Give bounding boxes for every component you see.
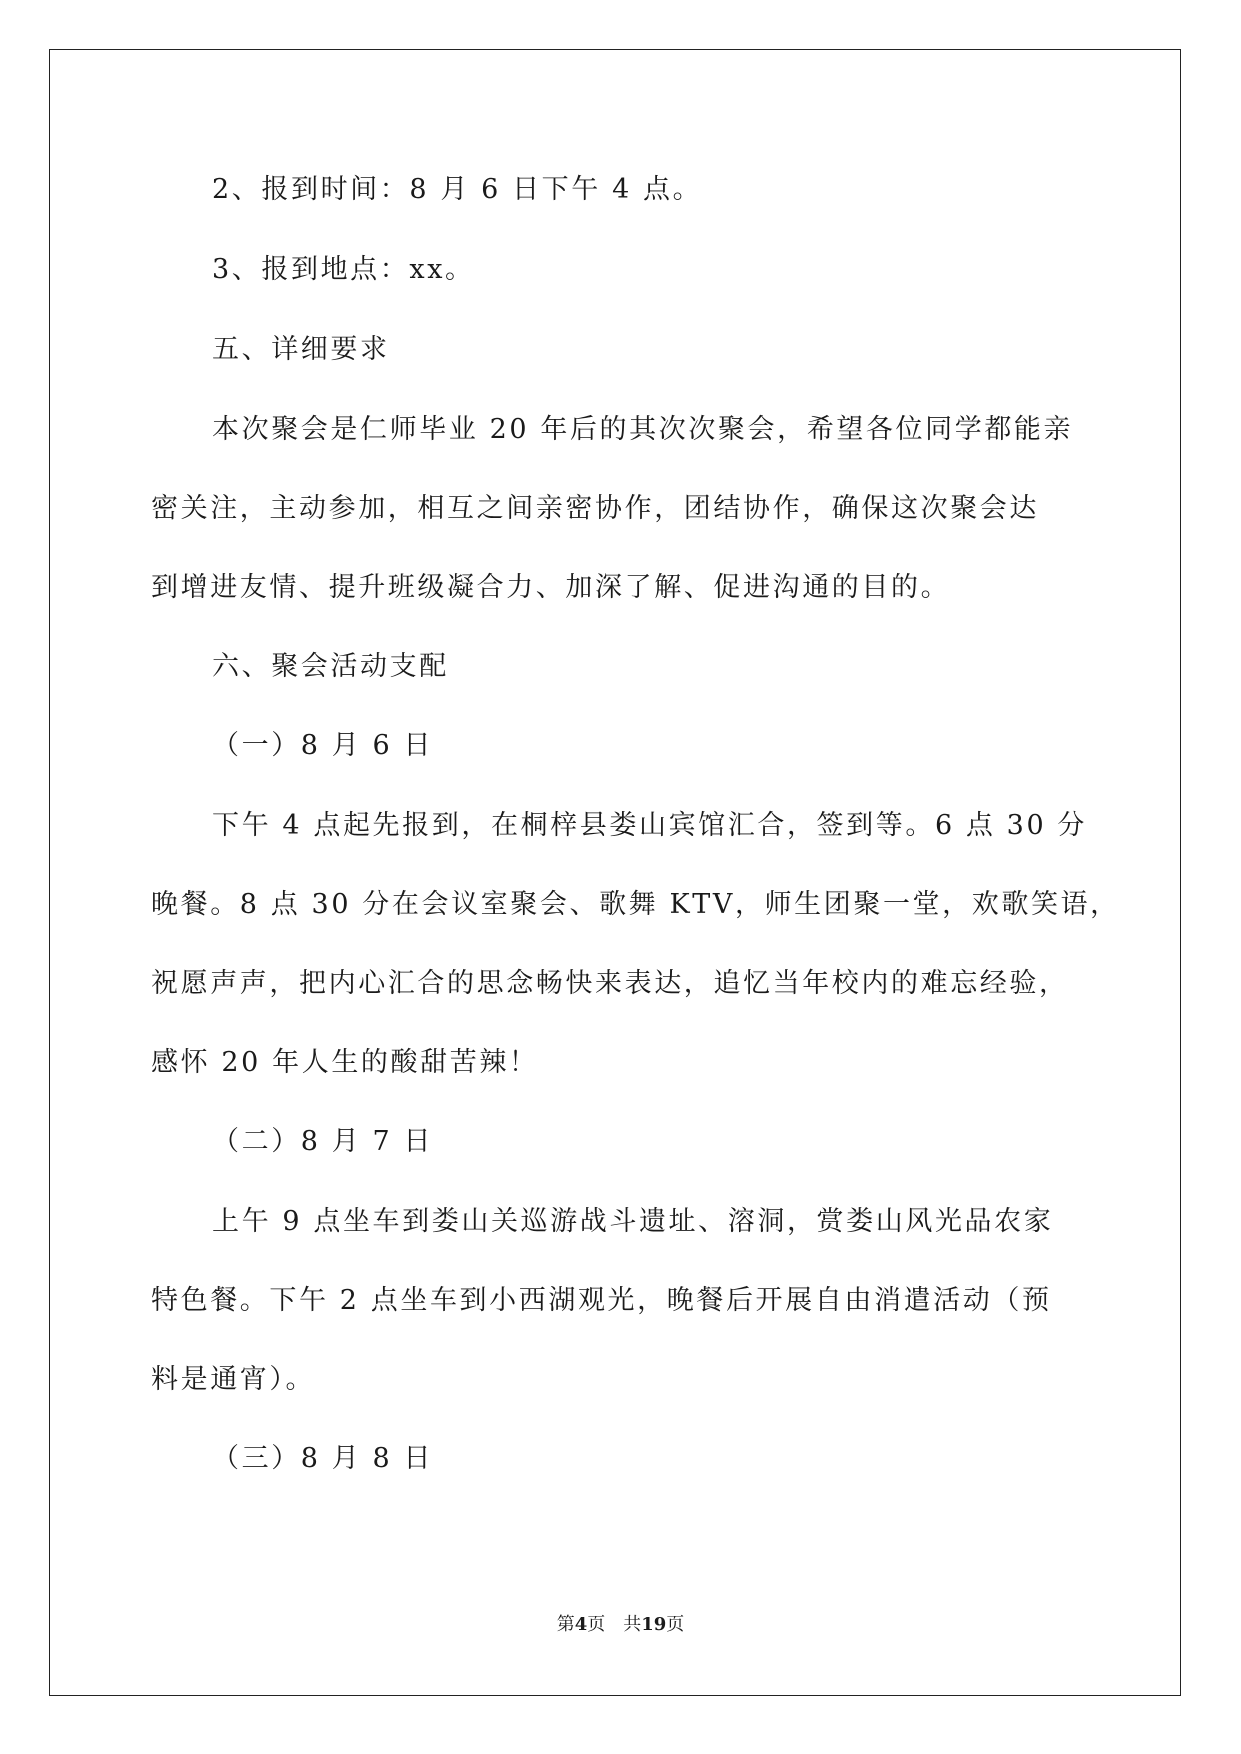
paragraph-line: 本次聚会是仁师毕业 20 年后的其次次聚会，希望各位同学都能亲 bbox=[212, 414, 1074, 445]
paragraph-line: 到增进友情、提升班级凝合力、加深了解、促进沟通的目的。 bbox=[151, 572, 951, 603]
current-page-number: 4 bbox=[574, 1614, 588, 1635]
paragraph-line: 下午 4 点起先报到，在桐梓县娄山宾馆汇合，签到等。6 点 30 分 bbox=[212, 810, 1088, 841]
paragraph-line: 特色餐。下午 2 点坐车到小西湖观光，晚餐后开展自由消遣活动（预 bbox=[151, 1285, 1052, 1316]
paragraph-line: 祝愿声声，把内心汇合的思念畅快来表达，追忆当年校内的难忘经验， bbox=[151, 968, 1069, 999]
paragraph-line: 晚餐。8 点 30 分在会议室聚会、歌舞 KTV，师生团聚一堂，欢歌笑语， bbox=[151, 889, 1120, 920]
paragraph-line: 上午 9 点坐车到娄山关巡游战斗遗址、溶洞，赏娄山风光品农家 bbox=[212, 1206, 1054, 1237]
subheading-day-2: （二）8 月 7 日 bbox=[212, 1126, 434, 1157]
footer-suffix: 页 bbox=[666, 1614, 685, 1635]
paragraph-line: 密关注，主动参加，相互之间亲密协作，团结协作，确保这次聚会达 bbox=[151, 493, 1039, 524]
subheading-day-1: （一）8 月 6 日 bbox=[212, 730, 434, 761]
section-heading-requirements: 五、详细要求 bbox=[212, 334, 390, 365]
paragraph-line: 感怀 20 年人生的酸甜苦辣！ bbox=[151, 1047, 539, 1078]
report-place-line: 3、报到地点：xx。 bbox=[212, 254, 475, 285]
total-page-number: 19 bbox=[641, 1614, 667, 1635]
report-time-line: 2、报到时间：8 月 6 日下午 4 点。 bbox=[212, 174, 703, 205]
page-footer bbox=[0, 1613, 1241, 1637]
footer-mid: 页 共 bbox=[587, 1614, 642, 1635]
section-heading-activities: 六、聚会活动支配 bbox=[212, 651, 449, 682]
subheading-day-3: （三）8 月 8 日 bbox=[212, 1443, 434, 1474]
footer-prefix: 第 bbox=[556, 1614, 575, 1635]
paragraph-line: 料是通宵）。 bbox=[151, 1364, 316, 1395]
